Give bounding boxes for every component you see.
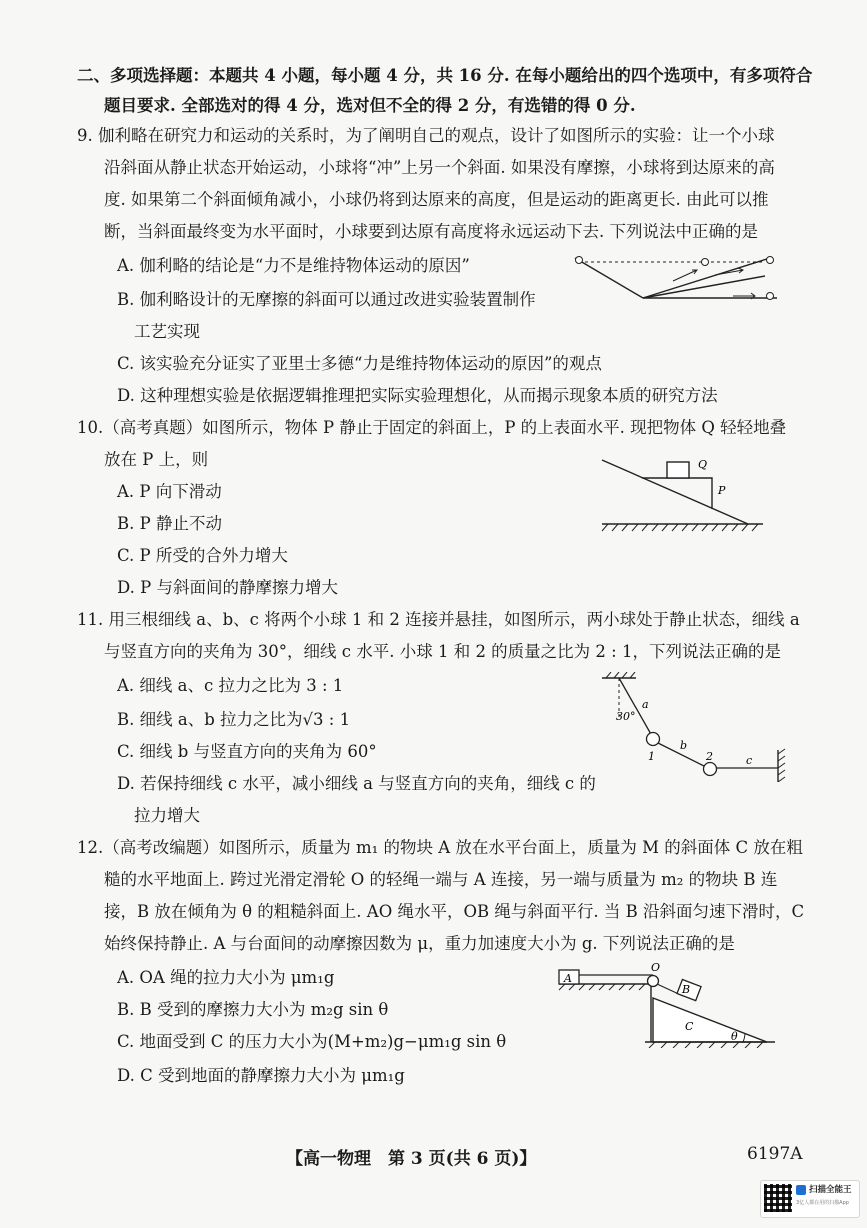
qr-code-icon — [764, 1184, 792, 1212]
q11-option-a: A. 细线 a、c 拉力之比为 3 : 1 — [117, 676, 344, 695]
q11-option-d-cont: 拉力增大 — [134, 806, 200, 825]
q9-inclined-planes-figure — [565, 252, 790, 306]
q10-option-c: C. P 所受的合外力增大 — [117, 546, 288, 565]
q10-label-q: Q — [698, 458, 708, 471]
q10-label-p: P — [718, 484, 726, 497]
page-number: 【高一物理 第 3 页(共 6 页)】 — [286, 1149, 537, 1169]
q11-stem-line2: 与竖直方向的夹角为 30°，细线 c 水平. 小球 1 和 2 的质量之比为 2 : 1，下列说法正确的是 — [104, 642, 781, 661]
q12-stem-line1: 12.（高考改编题）如图所示，质量为 m₁ 的物块 A 放在水平台面上，质量为 M 的斜面体 C 放在粗 — [77, 838, 803, 857]
q10-option-d: D. P 与斜面间的静摩擦力增大 — [117, 578, 338, 597]
q12-label-c: C — [685, 1020, 694, 1033]
q9-option-d: D. 这种理想实验是依据逻辑推理把实际实验理想化，从而揭示现象本质的研究方法 — [117, 386, 718, 405]
q12-option-b: B. B 受到的摩擦力大小为 m₂g sin θ — [117, 1000, 389, 1019]
q12-label-o: O — [651, 962, 661, 974]
q11-label-a: a — [642, 698, 649, 711]
q9-stem-line4: 断，当斜面最终变为水平面时，小球要到达原有高度将永远运动下去. 下列说法中正确的是 — [104, 222, 758, 241]
q11-angle-label: 30° — [616, 710, 636, 723]
q10-stem-line2: 放在 P 上，则 — [104, 450, 209, 469]
q12-label-theta: θ — [731, 1030, 738, 1043]
q10-stem-line1: 10.（高考真题）如图所示，物体 P 静止于固定的斜面上，P 的上表面水平. 现把物体 Q 轻轻地叠 — [77, 418, 787, 437]
section-heading-line2: 题目要求. 全部选对的得 4 分，选对但不全的得 2 分，有选错的得 0 分. — [104, 96, 636, 115]
q11-stem-line1: 11. 用三根细线 a、b、c 将两个小球 1 和 2 连接并悬挂，如图所示，两小球处于静止状态，细线 a — [77, 610, 800, 629]
q9-option-b-cont: 工艺实现 — [134, 322, 200, 341]
q12-label-a: A — [564, 972, 572, 985]
q10-option-a: A. P 向下滑动 — [117, 482, 222, 501]
scanner-subtitle: 3亿人都在用的扫描App — [796, 1200, 849, 1206]
q9-option-b: B. 伽利略设计的无摩擦的斜面可以通过改进实验装置制作 — [117, 290, 536, 309]
q12-option-c: C. 地面受到 C 的压力大小为(M+m₂)g−μm₁g sin θ — [117, 1032, 507, 1051]
q11-label-c: c — [746, 754, 753, 767]
q12-option-d: D. C 受到地面的静摩擦力大小为 μm₁g — [117, 1066, 405, 1085]
q12-stem-line2: 糙的水平地面上. 跨过光滑定滑轮 O 的轻绳一端与 A 连接，另一端与质量为 m₂ 的物块 B 连 — [104, 870, 778, 889]
q12-pulley-figure — [555, 962, 780, 1048]
section-heading-line1: 二、多项选择题：本题共 4 小题，每小题 4 分，共 16 分. 在每小题给出的四个选项中，有多项符合 — [77, 66, 813, 85]
q11-hanging-balls-figure — [598, 672, 788, 782]
q10-incline-figure — [598, 452, 773, 537]
q11-label-2: 2 — [706, 750, 713, 763]
q11-option-c: C. 细线 b 与竖直方向的夹角为 60° — [117, 742, 377, 761]
scanner-title: 扫描全能王 — [809, 1185, 852, 1195]
q9-option-c: C. 该实验充分证实了亚里士多德“力是维持物体运动的原因”的观点 — [117, 354, 602, 373]
q11-label-b: b — [680, 739, 688, 752]
q12-label-b: B — [682, 983, 691, 996]
q10-option-b: B. P 静止不动 — [117, 514, 222, 533]
q11-label-1: 1 — [648, 750, 655, 763]
q9-stem-line3: 度. 如果第二个斜面倾角减小，小球仍将到达原来的高度，但是运动的距离更长. 由此可以推 — [104, 190, 769, 209]
scanner-watermark — [760, 1180, 860, 1218]
exam-code: 6197A — [747, 1144, 803, 1164]
q9-stem-line2: 沿斜面从静止状态开始运动，小球将“冲”上另一个斜面. 如果没有摩擦，小球将到达原来的高 — [104, 158, 775, 177]
q11-option-b: B. 细线 a、b 拉力之比为√3 : 1 — [117, 710, 351, 729]
q9-option-a: A. 伽利略的结论是“力不是维持物体运动的原因” — [117, 256, 470, 275]
q9-stem-line1: 9. 伽利略在研究力和运动的关系时，为了阐明自己的观点，设计了如图所示的实验：让一个小球 — [77, 126, 775, 145]
q12-option-a: A. OA 绳的拉力大小为 μm₁g — [117, 968, 335, 987]
scanner-logo-icon — [796, 1185, 806, 1195]
q12-stem-line3: 接，B 放在倾角为 θ 的粗糙斜面上. AO 绳水平，OB 绳与斜面平行. 当 B 沿斜面匀速下滑时，C — [104, 902, 805, 921]
q11-option-d: D. 若保持细线 c 水平，减小细线 a 与竖直方向的夹角，细线 c 的 — [117, 774, 596, 793]
q12-stem-line4: 始终保持静止. A 与台面间的动摩擦因数为 μ，重力加速度大小为 g. 下列说法正确的是 — [104, 934, 735, 953]
